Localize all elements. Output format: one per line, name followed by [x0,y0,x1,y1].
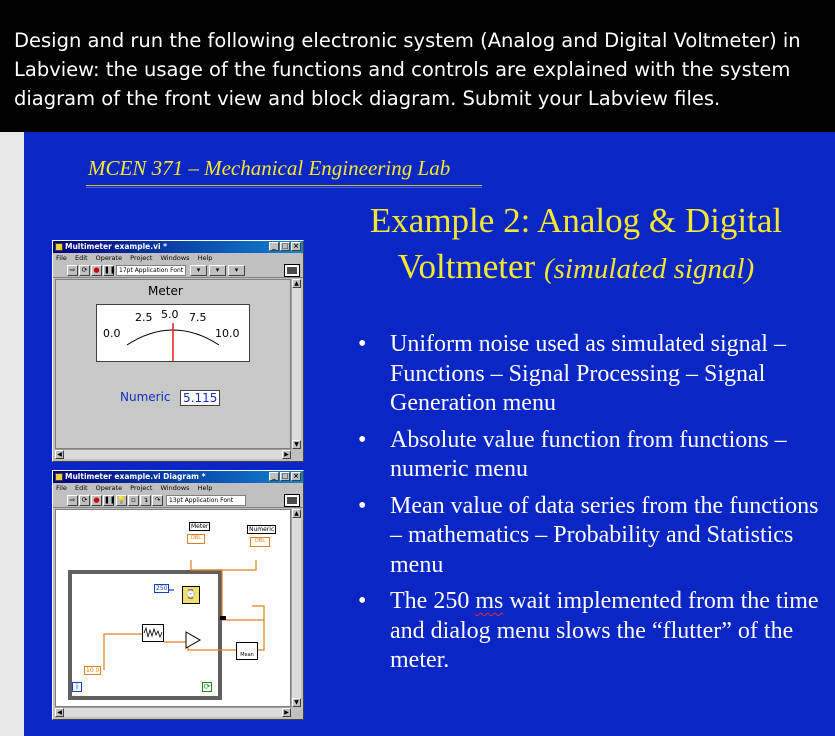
scroll-down-icon[interactable]: ▼ [292,698,301,707]
run-arrow-icon[interactable]: ⇨ [67,265,78,276]
align-icon[interactable]: ▾ [190,265,207,276]
scroll-right-icon[interactable]: ▶ [282,708,291,717]
noise-wave-icon [143,625,163,641]
distribute-icon[interactable]: ▾ [209,265,226,276]
amplitude-constant: 10.0 [86,667,100,674]
menu-operate[interactable]: Operate [95,254,123,262]
mean-label: Mean [240,652,254,658]
wire [104,634,142,670]
menu-project[interactable]: Project [130,484,153,492]
loop-condition-icon: ⟳ [203,682,211,691]
reorder-icon[interactable]: ▾ [228,265,245,276]
scale-tick-label: 2.5 [135,311,153,324]
front-panel-window [52,240,304,462]
scroll-down-icon[interactable]: ▼ [292,440,301,449]
scale-tick-label: 0.0 [103,327,121,340]
numeric-label: Numeric [249,526,275,533]
highlight-execution-icon[interactable]: 💡 [117,496,126,504]
toolbar [53,493,303,508]
left-gutter [0,132,24,736]
scale-tick-label: 7.5 [189,311,207,324]
run-continuous-icon[interactable]: ⟳ [79,495,90,506]
maximize-button[interactable]: □ [281,472,289,480]
retain-wire-icon[interactable]: ▫ [128,495,139,506]
menu-windows[interactable]: Windows [160,254,190,262]
scroll-up-icon[interactable]: ▲ [292,279,301,288]
vi-icon[interactable] [284,494,300,507]
window-titlebar[interactable] [53,471,303,483]
step-into-icon[interactable]: ↴ [140,495,151,506]
menu-file[interactable]: File [56,484,67,492]
menu-file[interactable]: File [56,254,67,262]
scroll-left-icon[interactable]: ◀ [55,708,64,717]
slide [24,132,835,736]
bullet-item: • Absolute value function from functions – numeric menu [356,426,826,485]
window-title: Multimeter example.vi Diagram * [65,472,206,481]
run-arrow-icon[interactable]: ⇨ [67,495,78,506]
horizontal-scrollbar[interactable] [55,707,291,717]
close-button[interactable]: × [291,472,301,481]
abort-icon[interactable]: ● [91,495,102,506]
slide-title-main: Example 2: Analog & Digital Voltmeter [369,201,783,286]
menu-edit[interactable]: Edit [74,254,88,262]
abort-icon[interactable]: ● [91,265,102,276]
menu-bar [53,253,303,263]
wire [196,560,256,570]
spellcheck-word: ms [475,588,504,614]
minimize-button[interactable]: _ [269,472,279,481]
scroll-left-icon[interactable]: ◀ [55,450,64,459]
wait-timer-icon: ⌚ [182,586,200,604]
scroll-right-icon[interactable]: ▶ [282,450,291,459]
mean-function-icon [236,642,258,660]
scale-tick-label: 10.0 [215,327,240,340]
wire [164,642,236,650]
menu-edit[interactable]: Edit [74,484,88,492]
menu-help[interactable]: Help [197,254,213,262]
numeric-label: Numeric [120,390,171,404]
pause-icon[interactable]: ❚❚ [104,496,116,504]
bullet-item: • Uniform noise used as simulated signal – Functions – Signal Processing – Signal Generation menu [356,330,826,419]
meter-label: Meter [191,523,209,530]
horizontal-scrollbar[interactable] [55,449,291,459]
slide-title [336,198,816,292]
bullet-list [356,330,826,683]
numeric-terminal: DBL [250,537,270,547]
slide-title-sub: (simulated signal) [543,253,755,285]
meter-label: Meter [148,284,183,298]
vi-icon[interactable] [284,264,300,277]
font-selector[interactable]: 17pt Application Font [116,265,186,276]
bullet-text: The 250 [390,588,476,614]
menu-windows[interactable]: Windows [160,484,190,492]
labview-icon [55,243,63,251]
scale-tick-label: 5.0 [161,308,179,321]
vertical-scrollbar[interactable] [291,509,301,707]
font-selector[interactable]: 13pt Application Font [166,495,246,506]
menu-operate[interactable]: Operate [95,484,123,492]
numeric-indicator: 5.115 [180,390,220,406]
course-header: MCEN 371 – Mechanical Engineering Lab [88,156,451,180]
diagram-area [55,509,291,707]
header-rule [86,185,482,186]
toolbar [53,263,303,278]
iteration-terminal: i [72,682,82,692]
window-titlebar[interactable] [53,241,303,253]
front-panel-area [55,279,291,449]
scroll-up-icon[interactable]: ▲ [292,509,301,518]
menu-project[interactable]: Project [130,254,153,262]
block-diagram-window [52,470,304,720]
question-prompt: Design and run the following electronic system (Analog and Digital Voltmeter) in Labview: the usage of the functions and controls are explained with the system diagram of the front view and block diagram. Submit your Labview files. [0,0,835,132]
bullet-item [356,587,826,676]
bullet-item: • Mean value of data series from the functions – mathematics – Probability and Statistics menu [356,492,826,581]
step-over-icon[interactable]: ↷ [152,495,163,506]
minimize-button[interactable]: _ [269,242,279,251]
meter-gauge [96,304,250,362]
close-button[interactable]: × [291,242,301,251]
uniform-noise-icon [142,624,164,642]
abs-function-icon [186,632,200,648]
wait-constant: 250 [156,585,168,592]
header-rule-shadow [86,187,482,188]
labview-icon [55,473,63,481]
meter-terminal: DBL [187,534,205,544]
menu-bar [53,483,303,493]
bullet-text: wait implemented from the time and dialog menu slows the “flutter” of the meter. [390,588,819,673]
maximize-button[interactable]: □ [281,242,289,250]
menu-help[interactable]: Help [197,484,213,492]
window-title: Multimeter example.vi * [65,242,168,251]
vertical-scrollbar[interactable] [291,279,301,449]
run-continuous-icon[interactable]: ⟳ [79,265,90,276]
pause-icon[interactable]: ❚❚ [104,266,116,274]
